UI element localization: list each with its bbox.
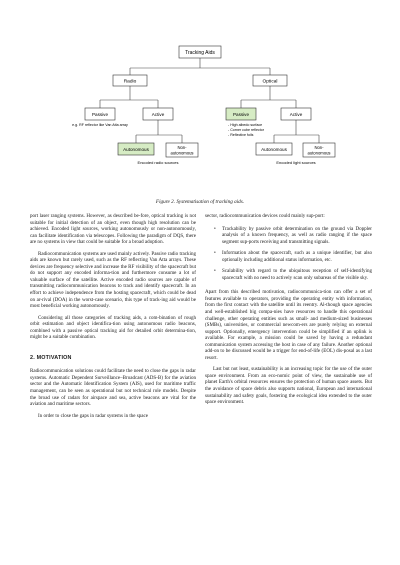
paragraph: sector, radiocommunication devices could mainly sup-port: — [205, 213, 325, 219]
diagram-svg — [0, 0, 400, 195]
svg-text:Active: Active — [151, 112, 165, 117]
svg-text:- Corner cube reflector: - Corner cube reflector — [228, 128, 264, 132]
svg-text:Tracking Aids: Tracking Aids — [185, 50, 215, 56]
svg-text:Active: Active — [289, 112, 303, 117]
svg-text:- High albedo surface: - High albedo surface — [228, 123, 263, 127]
paragraph: In order to close the gaps in radar systems in the space — [38, 412, 149, 419]
svg-text:Autonomous: Autonomous — [261, 147, 287, 152]
radio-passive-node — [85, 108, 115, 120]
optical-active-node — [281, 108, 311, 120]
connector-lines — [100, 58, 319, 143]
list-item: • Information about the spacecraft, such as a unique identifier, but also optionally including additional status information, etc. — [214, 250, 372, 263]
left-column — [30, 213, 196, 419]
radio-active-node — [143, 108, 173, 120]
svg-text:Autonomous: Autonomous — [123, 147, 149, 152]
root-node — [179, 46, 221, 58]
figure-caption: Figure 2. Systematisation of tracking aids. — [155, 199, 245, 205]
svg-text:Passive: Passive — [91, 112, 109, 117]
radio-node — [113, 75, 147, 86]
paragraph: Considering all those categories of tracking aids, a com-bination of rough orbit estimation and object identifica-tion using autonomous radio beacons, combined with a passive optical tracking aid for detailed orbit determina-tion, might be a suitable combination. — [30, 314, 196, 341]
optical-non-autonomous-node — [303, 143, 335, 157]
section-heading: 2. MOTIVATION — [30, 354, 72, 361]
optical-autonomous-node — [256, 143, 292, 155]
optical-passive-notes — [228, 123, 265, 137]
list-item: • Scalability with regard to the ubiquitous reception of self-identifying spacecraft with no need to actively scan only subareas of the visible sky. — [214, 268, 372, 281]
paragraph: Radiocommunication systems are used mainly actively. Passive radio tracking aids are known but rarely used, such as the RF reflecting Van Atta arrays. These devices are frequency selective and increase the RF visibility of the spacecraft but do not support any encoded informa-tion and furthermore consume a lot of valuable surface of the satellite. Active encoded radio sources are capable of transmitting radiocommunication beacons to track and identify spacecraft. In an effort to achieve independence from the hosting spacecraft, which could be dead on ar-rival (DOA) in the worst-case scenario, this type of track-ing aid would be most beneficial working autonomously. — [30, 250, 196, 310]
svg-text:Non-: Non- — [177, 145, 187, 150]
right-column — [205, 213, 372, 406]
svg-text:Non-: Non- — [314, 145, 324, 150]
paragraph: Apart from this described motivation, radiocommunica-tion can offer a set of features available to operators, providing the operating entity with information, from the first contact with the satellite until its reentry. Al-though space agencies and well-established big compa-nies have resources to handle this operational challenge, other operating entities such as small- and medium-sized businesses (SMBs), universities, or commercial newcom-ers are purely relying on external support. Optionally, emergency intervention could be simplified if an uplink is available. For example, a mission could be saved by having a redundant communication system accessing the host in case of any failure. Another optional add-on to be discussed would be a trigger for end-of-life (EOL) dis-posal as a last resort. — [205, 289, 372, 361]
svg-text:Passive: Passive — [232, 112, 250, 117]
radio-non-autonomous-node — [166, 143, 198, 157]
optical-node — [253, 75, 287, 86]
encoded-light-label: Encoded light sources — [276, 160, 316, 165]
encoded-radio-label: Encoded radio sources — [137, 160, 179, 165]
radio-autonomous-node — [118, 143, 154, 155]
svg-text:Optical: Optical — [262, 79, 278, 85]
radio-passive-note: e.g. RF reflector like Van Atta array — [72, 123, 128, 127]
tracking-aids-diagram — [0, 0, 400, 195]
svg-text:autonomous: autonomous — [307, 150, 331, 156]
svg-text:- Reflective foils: - Reflective foils — [228, 133, 254, 137]
svg-text:autonomous: autonomous — [170, 150, 194, 156]
svg-text:Radio: Radio — [123, 79, 137, 85]
bullet-list — [205, 226, 372, 282]
paragraph: port laser ranging systems. However, as described be-fore, optical tracking is not suitable for initial detection of an object, even though high resolution can be achieved. Encoded light sources, working autonomously or non-autonomously, can facilitate identification via telescopes. Following the paradigm of DQS, there are no systems in view that could be suitable for a broad adoption. — [30, 213, 196, 246]
paragraph: Last but not least, sustainability is an increasing topic for the use of the outer space environment. From an eco-nomic point of view, the sustainable use of planet Earth's orbital resources ensures the protection of human space assets. But the avoidance of space debris also supports national, European and international sustainability and safety goals, fostering the ecological idea extended to the outer space environment. — [205, 366, 372, 406]
optical-passive-node — [226, 108, 256, 120]
paragraph: Radiocommunication solutions could facilitate the need to close the gaps in radar systems. Automatic Dependent Surveillance–Broadcast (ADS-B) for the aviation sector and the Automatic Identification System (AIS), used for maritime traffic management, can be seen as operational but not technical role models. Despite the broad use of radars for airspace and sea, active beacons are vital for the aviation and maritime sectors. — [30, 368, 196, 408]
list-item: • Trackability by passive orbit determination on the ground via Doppler analysis of a known frequency, as well as radio ranging if the space segment sup-ports receiving and transmitting signals. — [214, 226, 372, 246]
